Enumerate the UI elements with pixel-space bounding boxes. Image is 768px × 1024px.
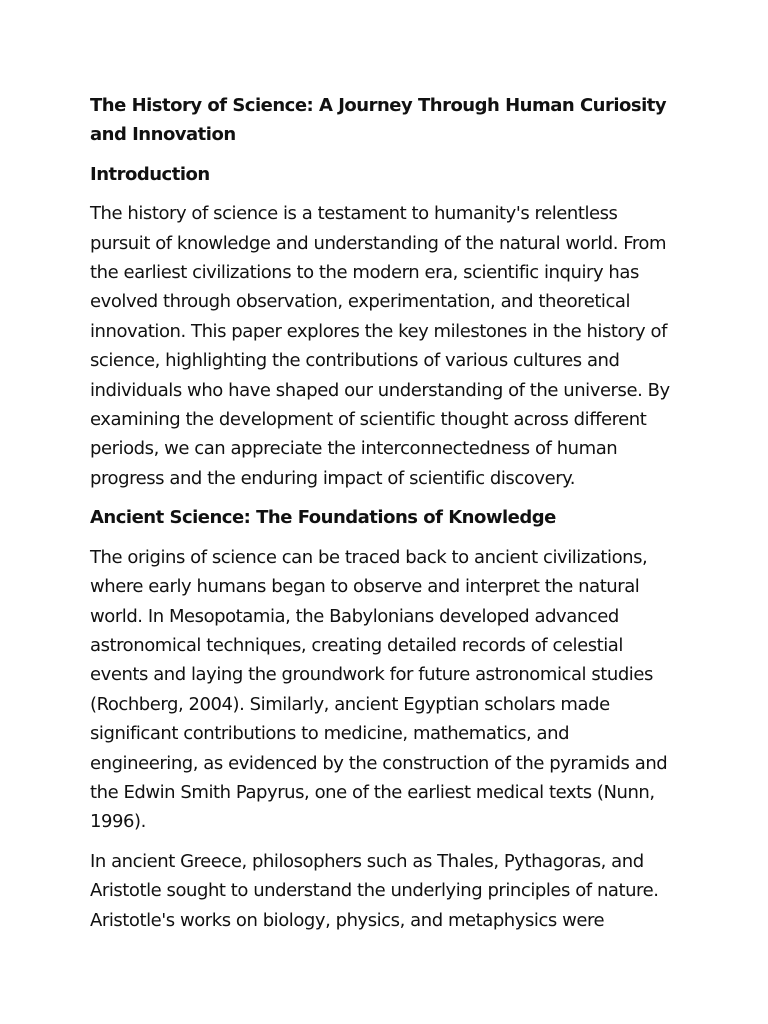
ancient-science-paragraph-1: The origins of science can be traced back to ancient civilizations, where early humans began to observe and interpret the natural world. In Mesopotamia, the Babylonians developed advanced astronomical techniques, creating detailed records of celestial events and laying the groundwork for future astronomical studies (Rochberg, 2004). Similarly, ancient Egyptian scholars made significant contributions to medicine, mathematics, and engineering, as evidenced by the construction of the pyramids and the Edwin Smith Papyrus, one of the earliest medical texts (Nunn, 1996). <box>90 546 668 833</box>
document-title: The History of Science: A Journey Through Human Curiosity and Innovation <box>90 95 667 146</box>
section-heading-introduction: Introduction <box>90 163 210 185</box>
section-heading-ancient-science: Ancient Science: The Foundations of Knowledge <box>90 507 556 529</box>
introduction-paragraph: The history of science is a testament to humanity's relentless pursuit of knowledge and understanding of the natural world. From the earliest civilizations to the modern era, scientific inquiry has evolved through observation, experimentation, and theoretical innovation. This paper explores the key milestones in the history of science, highlighting the contributions of various cultures and individuals who have shaped our understanding of the universe. By examining the development of scientific thought across different periods, we can appreciate the interconnectedness of human progress and the enduring impact of scientific discovery. <box>90 203 670 489</box>
document-page <box>90 91 680 945</box>
ancient-science-paragraph-2: In ancient Greece, philosophers such as Thales, Pythagoras, and Aristotle sought to understand the underlying principles of nature. Aristotle's works on biology, physics, and metaphysics were <box>90 850 659 931</box>
